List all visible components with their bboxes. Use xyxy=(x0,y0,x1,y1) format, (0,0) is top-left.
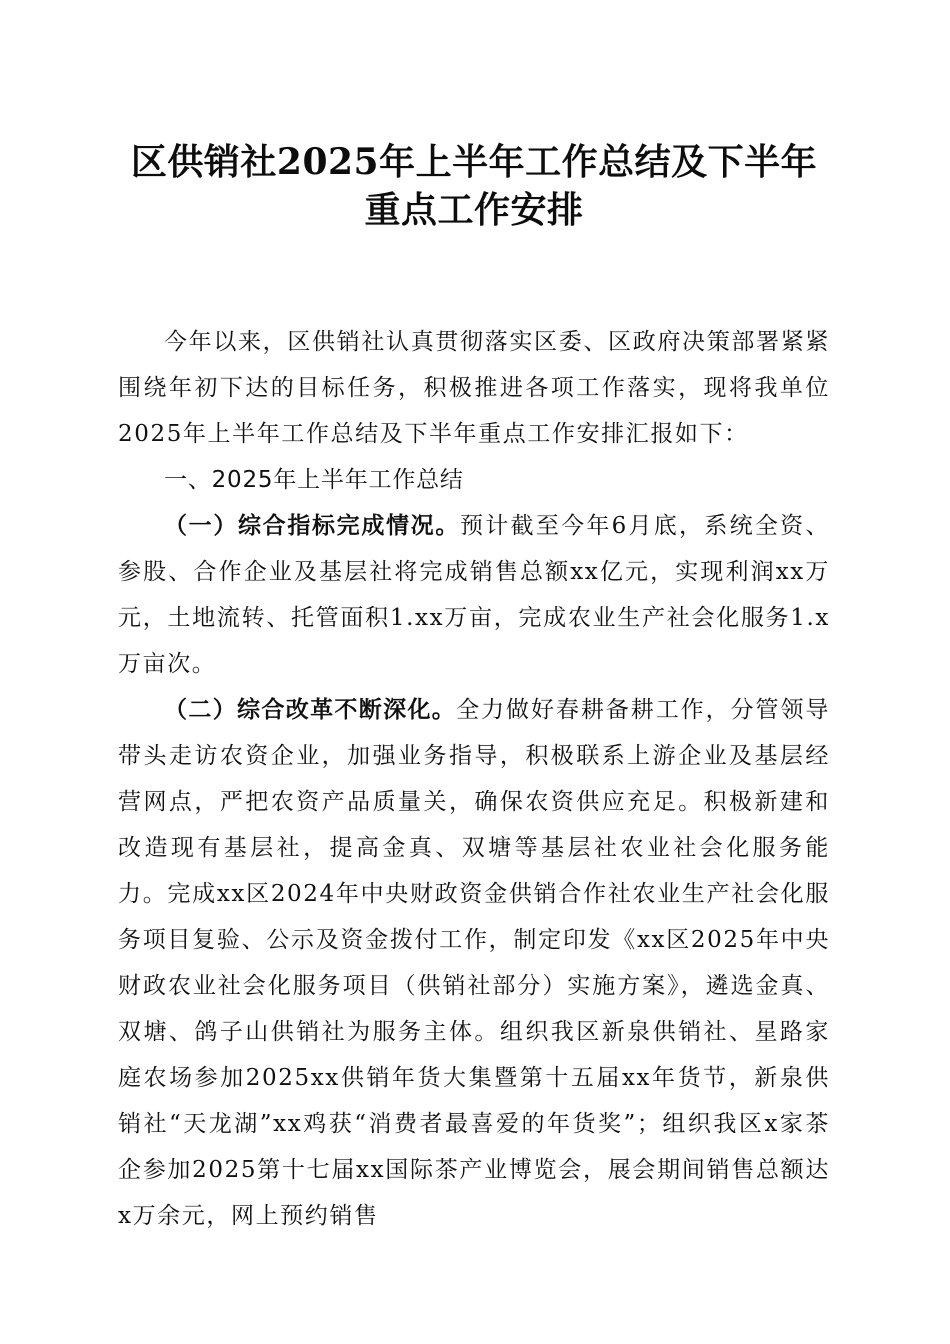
item-2-text: 全力做好春耕备耕工作，分管领导带头走访农资企业，加强业务指导，积极联系上游企业及基层经营网点，严把农资产品质量关，确保农资供应充足。积极新建和改造现有基层社，提高金真、双塘等基层社农业社会化服务能力。完成xx区2024年中央财政资金供销合作社农业生产社会化服务项目复验、公示及资金拨付工作，制定印发《xx区2025年中央财政农业社会化服务项目（供销社部分）实施方案》，遴选金真、双塘、鸽子山供销社为服务主体。组织我区新泉供销社、星路家庭农场参加2025xx供销年货大集暨第十五届xx年货节，新泉供销社“天龙湖”xx鸡获“消费者最喜爱的年货奖”；组织我区x家茶企参加2025第十七届xx国际茶产业博览会，展会期间销售总额达x万余元，网上预约销售 xyxy=(118,697,831,1229)
item-1-text: 预计截至今年6月底，系统全资、参股、合作企业及基层社将完成销售总额xx亿元，实现利润xx万元，土地流转、托管面积1.xx万亩，完成农业生产社会化服务1.x万亩次。 xyxy=(118,513,830,677)
summary-item-1 xyxy=(118,503,830,687)
summary-item-2 xyxy=(118,687,830,1239)
document-page xyxy=(118,138,830,1239)
document-body xyxy=(118,319,830,1239)
section-heading: 一、2025年上半年工作总结 xyxy=(164,467,464,493)
item-1-lead: （一）综合指标完成情况。 xyxy=(164,513,461,539)
document-title: 区供销社2025年上半年工作总结及下半年重点工作安排 xyxy=(130,141,818,231)
item-2-lead: （二）综合改革不断深化。 xyxy=(164,697,457,723)
intro-paragraph: 今年以来，区供销社认真贯彻落实区委、区政府决策部署紧紧围绕年初下达的目标任务，积极推进各项工作落实，现将我单位2025年上半年工作总结及下半年重点工作安排汇报如下： xyxy=(118,329,830,447)
